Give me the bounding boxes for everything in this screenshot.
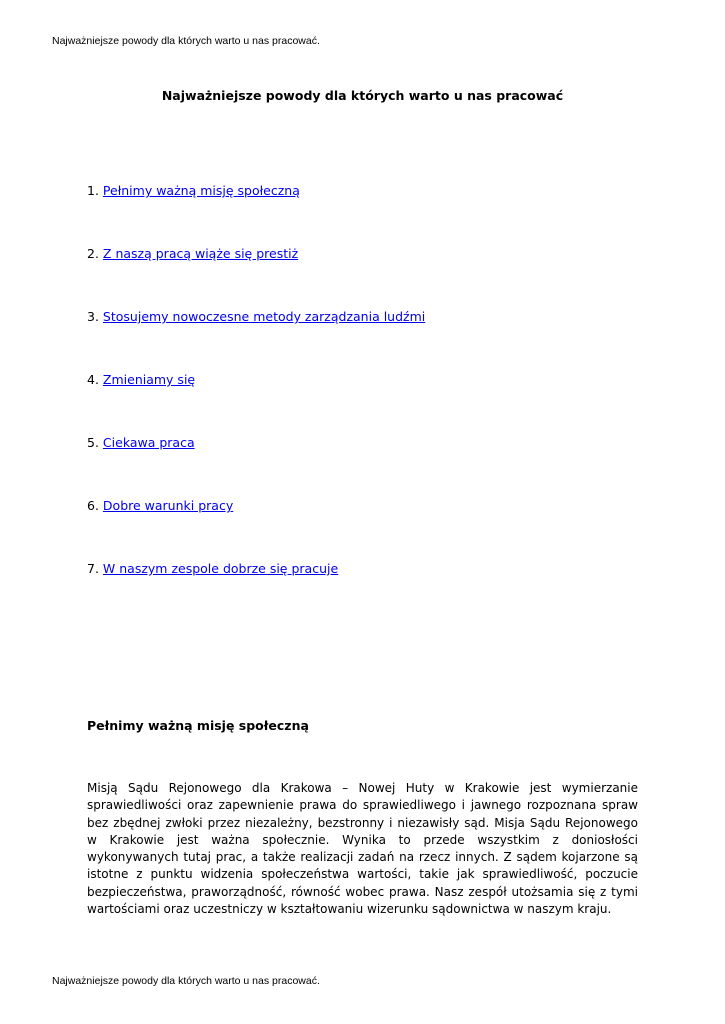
toc-item-5 [87,435,195,450]
toc-number: 5. [87,435,99,450]
toc-number: 4. [87,372,99,387]
toc-link-spoleczna-misja[interactable]: Pełnimy ważną misję społeczną [102,183,300,198]
running-footer: Najważniejsze powody dla których warto u nas pracować. [52,975,320,987]
running-header: Najważniejsze powody dla których warto u nas pracować. [52,35,320,47]
toc-link-zespol[interactable]: W naszym zespole dobrze się pracuje [102,561,339,576]
toc-item-7 [87,561,338,576]
toc-number: 6. [87,498,99,513]
toc-item-1 [87,183,300,198]
toc-link-metody-zarzadzania[interactable]: Stosujemy nowoczesne metody zarządzania ludźmi [102,309,426,324]
section-body-paragraph: Misją Sądu Rejonowego dla Krakowa – Nowej Huty w Krakowie jest wymierzanie sprawiedliwości oraz zapewnienie prawa do sprawiedliwego i jawnego rozpoznana spraw bez zbędnej zwłoki przez niezależny, bezstronny i niezawisły sąd. Misja Sądu Rejonowego w Krakowie jest ważna społecznie. Wynika to przede wszystkim z doniosłości wykonywanych tutaj prac, a także realizacji zadań na rzecz innych. Z sądem kojarzone są istotne z punktu widzenia społeczeństwa wartości, takie jak sprawiedliwość, poczucie bezpieczeństwa, praworządność, równość wobec prawa. Nasz zespół utożsamia się z tymi wartościami oraz uczestniczy w kształtowaniu wizerunku sądownictwa w naszym kraju. [87,781,638,917]
toc-link-prestiz[interactable]: Z naszą pracą wiąże się prestiż [102,246,299,261]
section-heading: Pełnimy ważną misję społeczną [87,718,309,733]
toc-number: 7. [87,561,99,576]
toc-item-6 [87,498,233,513]
toc-item-4 [87,372,195,387]
toc-link-ciekawa-praca[interactable]: Ciekawa praca [102,435,195,450]
toc-link-warunki-pracy[interactable]: Dobre warunki pracy [102,498,234,513]
toc-number: 1. [87,183,99,198]
toc-item-2 [87,246,298,261]
toc-item-3 [87,309,425,324]
toc-number: 2. [87,246,99,261]
toc-link-zmieniamy-sie[interactable]: Zmieniamy się [102,372,196,387]
document-title: Najważniejsze powody dla których warto u nas pracować [161,88,564,103]
toc-number: 3. [87,309,99,324]
